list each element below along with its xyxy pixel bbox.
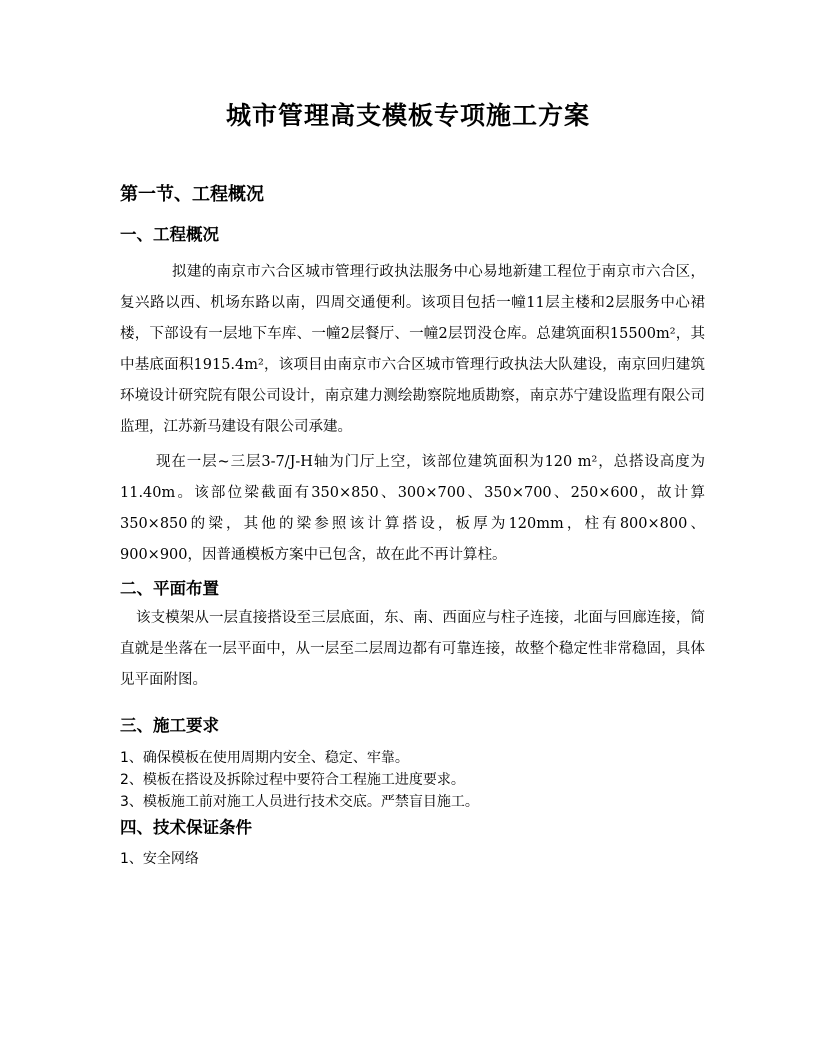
overview-paragraph-2: 现在一层~三层3-7/J-H轴为门厅上空，该部位建筑面积为120 m²，总搭设高度为11.40m。该部位梁截面有350×850、300×700、350×700、250×600，故计算350×850的梁，其他的梁参照该计算搭设，板厚为120mm，柱有800×800、900×900，因普通模板方案中已包含，故在此不再计算柱。 xyxy=(120,454,705,563)
overview-paragraph-1: 拟建的南京市六合区城市管理行政执法服务中心易地新建工程位于南京市六合区，复兴路以西、机场东路以南，四周交通便利。该项目包括一幢11层主楼和2层服务中心裙楼，下部设有一层地下车库、一幢2层餐厅、一幢2层罚没仓库。总建筑面积15500m²，其中基底面积1915.4m²，该项目由南京市六合区城市管理行政执法大队建设，南京回归建筑环境设计研究院有限公司设计，南京建力测绘勘察院地质勘察，南京苏宁建设监理有限公司监理，江苏新马建设有限公司承建。 xyxy=(120,264,705,435)
document-title: 城市管理高支模板专项施工方案 xyxy=(225,101,590,130)
subsection-heading-layout: 二、平面布置 xyxy=(120,579,219,598)
list-item: 1、安全网络 xyxy=(120,851,199,867)
section-heading: 第一节、工程概况 xyxy=(120,184,264,205)
subsection-heading-technical: 四、技术保证条件 xyxy=(120,818,252,837)
list-item: 1、确保模板在使用周期内安全、稳定、牢靠。 xyxy=(120,750,409,766)
list-item: 3、模板施工前对施工人员进行技术交底。严禁盲目施工。 xyxy=(120,794,479,810)
requirements-list xyxy=(120,747,705,813)
layout-paragraph: 该支模架从一层直接搭设至三层底面，东、南、西面应与柱子连接，北面与回廊连接，简直就是坐落在一层平面中，从一层至二层周边都有可靠连接，故整个稳定性非常稳固，具体见平面附图。 xyxy=(120,610,705,688)
subsection-heading-overview: 一、工程概况 xyxy=(120,225,219,244)
list-item: 2、模板在搭设及拆除过程中要符合工程施工进度要求。 xyxy=(120,772,465,788)
technical-list xyxy=(120,848,705,870)
subsection-heading-requirements: 三、施工要求 xyxy=(120,716,219,735)
